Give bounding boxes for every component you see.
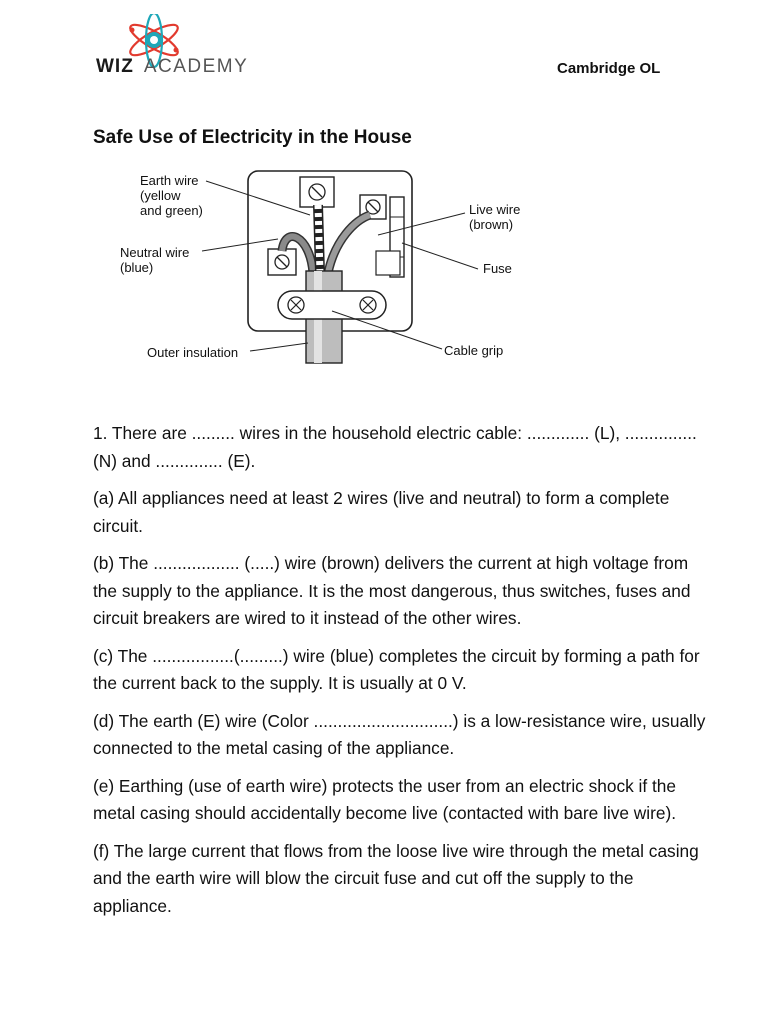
label-outer-insulation: Outer insulation <box>147 345 239 360</box>
page-title: Safe Use of Electricity in the House <box>93 127 412 148</box>
logo-academy: ACADEMY <box>143 56 249 77</box>
question-1: 1. There are ......... wires in the household electric cable: ............. (L), ............... (N) and .............. (E). <box>93 423 697 471</box>
logo-wiz: WIZ <box>96 56 134 77</box>
label-earth-color-2: and green) <box>140 203 203 218</box>
label-neutral-color: (blue) <box>120 260 154 275</box>
label-earth-color-1: (yellow <box>140 188 181 203</box>
paragraph-a: (a) All appliances need at least 2 wires (live and neutral) to form a complete circuit. <box>93 488 670 536</box>
course-label: Cambridge OL <box>557 60 661 77</box>
plug-wiring-diagram <box>110 165 530 380</box>
worksheet-content <box>93 420 713 930</box>
label-neutral-wire: Neutral wire <box>120 245 190 260</box>
logo-wordmark <box>96 56 248 78</box>
label-earth-wire: Earth wire <box>140 173 199 188</box>
label-live-color: (brown) <box>469 217 514 232</box>
label-fuse: Fuse <box>483 261 512 276</box>
paragraph-c: (c) The .................(.........) wire (blue) completes the circuit by forming a path for the current back to the supply. It is usually at 0 V. <box>93 645 700 693</box>
label-live-wire: Live wire <box>469 202 521 217</box>
label-cable-grip: Cable grip <box>444 343 504 358</box>
paragraph-e: (e) Earthing (use of earth wire) protects the user from an electric shock if the metal casing should accidentally become live (contacted with bare live wire). <box>93 775 677 823</box>
paragraph-d: (d) The earth (E) wire (Color .............................) is a low-resistance wire, usually connected to the metal casing of the appliance. <box>93 710 706 758</box>
paragraph-b: (b) The .................. (.....) wire (brown) delivers the current at high voltage from the supply to the appliance. It is the most dangerous, thus switches, fuses and circuit breakers are wired to it instead of the other wires. <box>93 553 691 628</box>
paragraph-f: (f) The large current that flows from the loose live wire through the metal casing and the earth wire will blow the circuit fuse and cut off the supply to the appliance. <box>93 840 699 916</box>
